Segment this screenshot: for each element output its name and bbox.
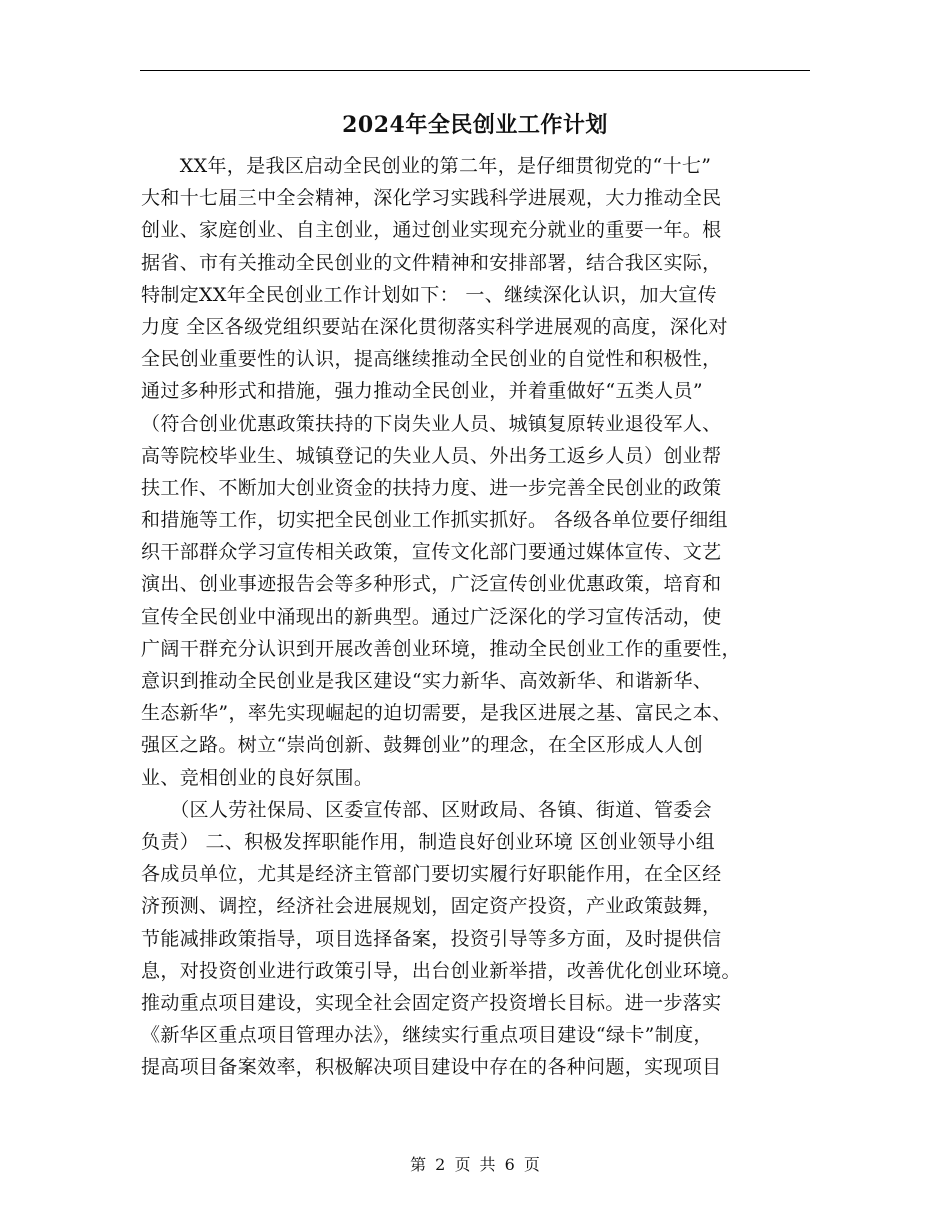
body-line: 业、竞相创业的良好氛围。 [141, 766, 374, 789]
body-line: 宣传全民创业中涌现出的新典型。通过广泛深化的学习宣传活动，使 [141, 605, 722, 628]
body-line: 各成员单位，尤其是经济主管部门要切实履行好职能作用，在全区经 [141, 863, 722, 886]
body-line: 高等院校毕业生、城镇登记的失业人员、外出务工返乡人员）创业帮 [141, 444, 722, 467]
body-line: 织干部群众学习宣传相关政策，宣传文化部门要通过媒体宣传、文艺 [141, 541, 722, 564]
body-line: 济预测、调控，经济社会进展规划，固定资产投资，产业政策鼓舞， [141, 895, 722, 918]
body-line: 息，对投资创业进行政策引导，出台创业新举措，改善优化创业环境。 [141, 959, 741, 982]
body-line: 力度 全区各级党组织要站在深化贯彻落实科学进展观的高度，深化对 [141, 315, 728, 338]
body-line: 推动重点项目建设，实现全社会固定资产投资增长目标。进一步落实 [141, 991, 722, 1014]
body-line: 据省、市有关推动全民创业的文件精神和安排部署，结合我区实际， [141, 251, 722, 274]
body-line: 提高项目备案效率，积极解决项目建设中存在的各种问题，实现项目 [141, 1056, 722, 1079]
body-line: （区人劳社保局、区委宣传部、区财政局、各镇、街道、管委会 [141, 798, 713, 821]
body-line: 和措施等工作，切实把全民创业工作抓实抓好。 各级各单位要仔细组 [141, 509, 728, 532]
body-line: 全民创业重要性的认识，提高继续推动全民创业的自觉性和积极性， [141, 348, 722, 371]
body-line: XX年，是我区启动全民创业的第二年，是仔细贯彻党的“十七” [141, 155, 712, 177]
body-line: 强区之路。树立“崇尚创新、鼓舞创业”的理念，在全区形成人人创 [141, 734, 703, 757]
body-line: 扶工作、不断加大创业资金的扶持力度、进一步完善全民创业的政策 [141, 476, 722, 499]
document-body [141, 150, 809, 1083]
body-line: 生态新华”，率先实现崛起的迫切需要，是我区进展之基、富民之本、 [141, 702, 732, 725]
body-line: 负责） 二、积极发挥职能作用，制造良好创业环境 区创业领导小组 [141, 830, 715, 853]
body-line: 节能减排政策指导，项目选择备案，投资引导等多方面，及时提供信 [141, 927, 722, 950]
body-line: 大和十七届三中全会精神，深化学习实践科学进展观，大力推动全民 [141, 187, 722, 210]
page-footer: 第 2 页 共 6 页 [410, 1155, 540, 1174]
body-line: 演出、创业事迹报告会等多种形式，广泛宣传创业优惠政策，培育和 [141, 573, 722, 596]
body-line: 广阔干群充分认识到开展改善创业环境，推动全民创业工作的重要性， [141, 637, 741, 660]
body-line: 创业、家庭创业、自主创业，通过创业实现充分就业的重要一年。根 [141, 219, 722, 242]
body-line: 《新华区重点项目管理办法》，继续实行重点项目建设“绿卡”制度， [141, 1024, 713, 1047]
header-rule [140, 70, 810, 71]
body-line: 特制定XX年全民创业工作计划如下： 一、继续深化认识，加大宣传 [141, 283, 717, 306]
body-line: 意识到推动全民创业是我区建设“实力新华、高效新华、和谐新华、 [141, 670, 713, 692]
document-title: 2024年全民创业工作计划 [342, 112, 608, 138]
body-line: （符合创业优惠政策扶持的下岗失业人员、城镇复原转业退役军人、 [141, 412, 722, 435]
body-line: 通过多种形式和措施，强力推动全民创业，并着重做好“五类人员” [141, 380, 703, 403]
